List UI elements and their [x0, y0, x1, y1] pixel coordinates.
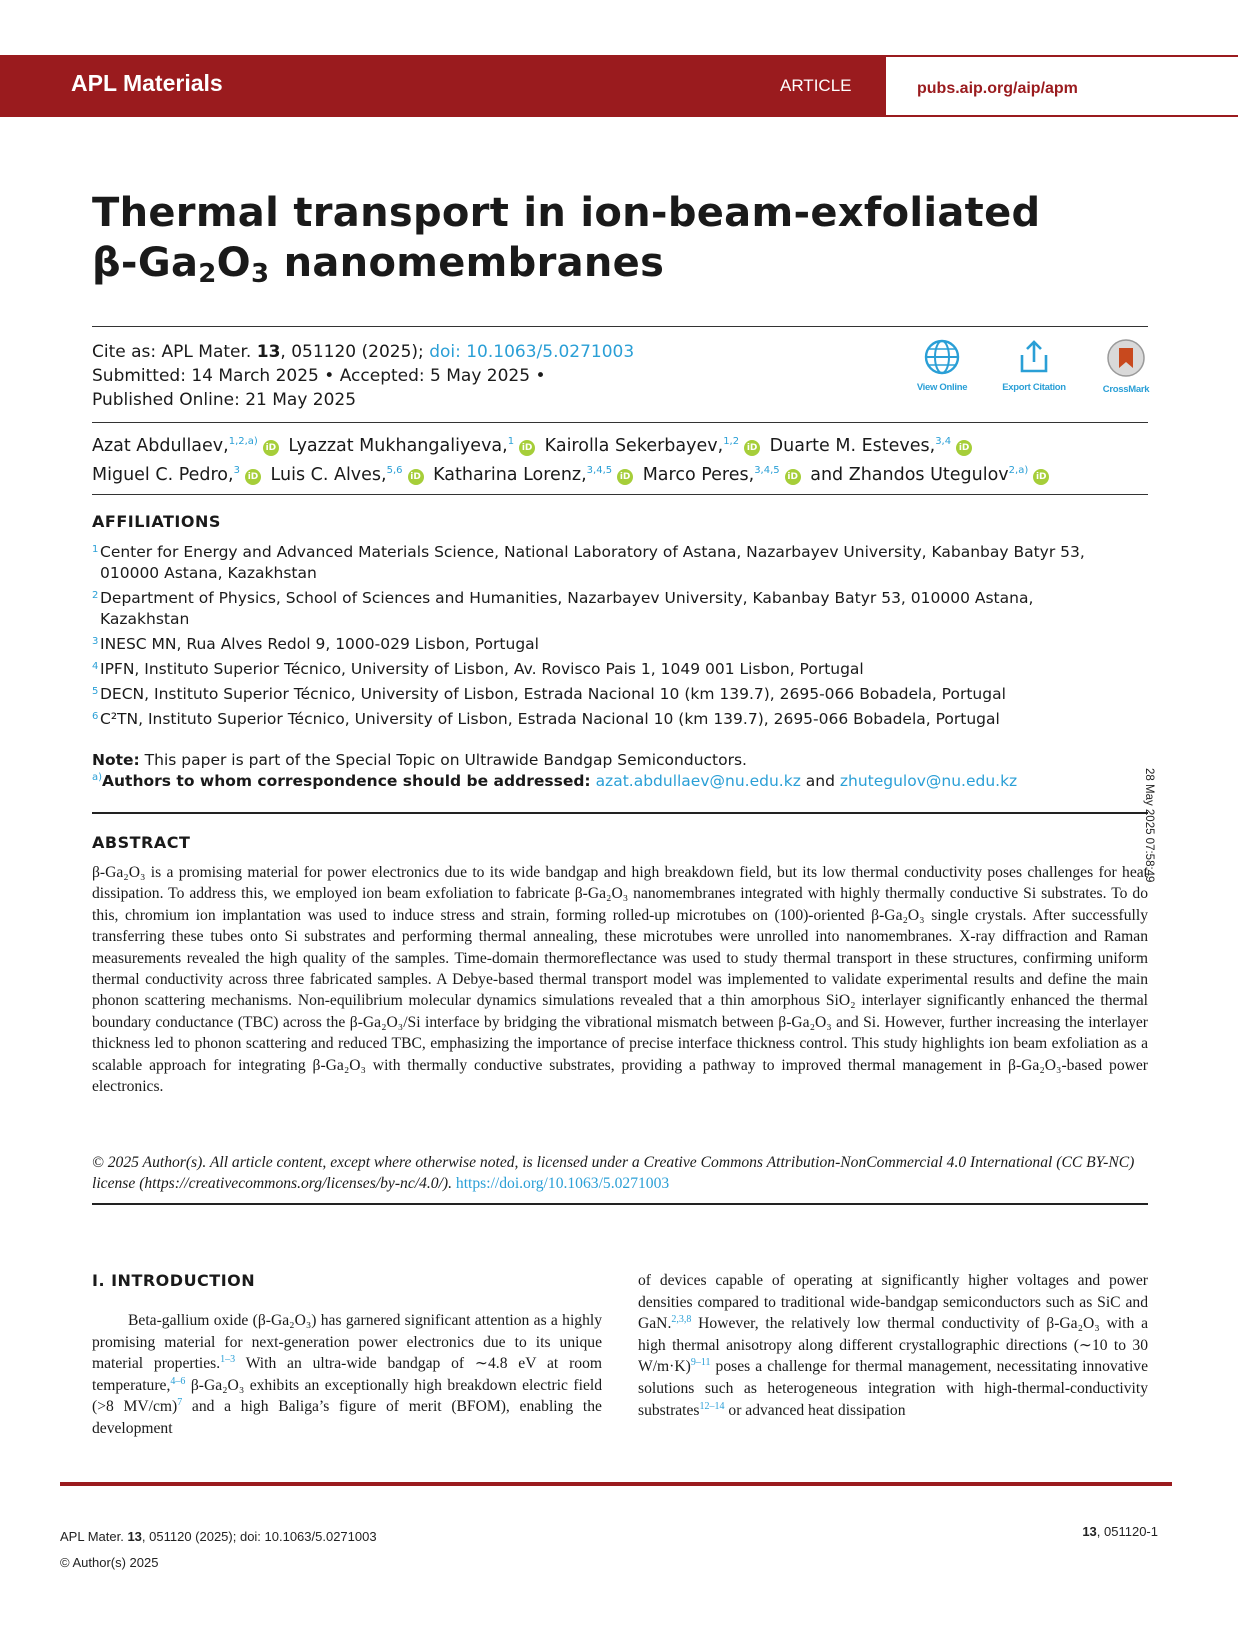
license-notice: © 2025 Author(s). All article content, except where otherwise noted, is licensed under a Creative Commons Attribution-NonCommercial 4.0 International (CC BY-NC) license (https://creativecommons.org/licenses/by-nc/4.0/). https://doi.org/10.1063/5.0271003 [92, 1154, 1135, 1193]
abstract-heading: ABSTRACT [92, 833, 191, 852]
article-type-label: ARTICLE [780, 76, 852, 95]
intro-left-column: Beta-gallium oxide (β-Ga₂O₃) has garnered significant attention as a highly promising material for next-generation power electronics due to its unique material properties.$^{1-3}$ With an ultra-wide bandgap of ∼4.8 eV at room temperature,$^{4-6}$ β-Ga₂O₃ exhibits an exceptionally high breakdown electric field (>8 MV/cm)$^7$ and a high Baliga’s figure of merit (BFOM), enabling the development [92, 1312, 602, 1437]
orcid-icon[interactable]: iD [245, 469, 261, 485]
reference-link[interactable]: 1–3 [220, 1354, 236, 1365]
affiliation-item: 3 INESC MN, Rua Alves Redol 9, 1000-029 Lisbon, Portugal [92, 635, 539, 653]
crossmark-button[interactable] [1086, 338, 1166, 395]
journal-url-link[interactable]: pubs.aip.org/aip/apm [917, 80, 1078, 97]
export-icon [1015, 338, 1053, 376]
orcid-icon[interactable]: iD [744, 440, 760, 456]
author[interactable]: Azat Abdullaev,$^{1,2,a)}$ [92, 436, 258, 456]
reference-link[interactable]: 12–14 [699, 1400, 725, 1412]
orcid-icon[interactable]: iD [263, 440, 279, 456]
export-citation-button[interactable] [994, 338, 1074, 393]
affiliation-item: 4 IPFN, Instituto Superior Técnico, University of Lisbon, Av. Rovisco Pais 1, 1049 001 Lisbon, Portugal [92, 660, 864, 678]
view-online-button[interactable] [902, 338, 982, 393]
author[interactable]: Duarte M. Esteves,$^{3,4}$ [769, 436, 952, 456]
orcid-icon[interactable]: iD [617, 469, 633, 485]
footer-citation: APL Mater. 13, 051120 (2025); doi: 10.1063/5.0271003 © Author(s) 2025 [60, 1524, 377, 1576]
export-citation-label: Export Citation [1002, 382, 1066, 393]
orcid-icon[interactable]: iD [408, 469, 424, 485]
affiliation-list [92, 542, 1102, 734]
doi-link[interactable]: doi: 10.1063/5.0271003 [429, 342, 635, 362]
divider [92, 1203, 1148, 1205]
author[interactable]: Katharina Lorenz,$^{3,4,5}$ [433, 465, 613, 485]
orcid-icon[interactable]: iD [1033, 469, 1049, 485]
note-block: Note: This paper is part of the Special Topic on Ultrawide Bandgap Semiconductors. $^{a)}$Authors to whom correspondence should be addressed: azat.abdullaev@nu.edu.kz and zhutegulov@nu.edu.kz [92, 751, 1018, 790]
orcid-icon[interactable]: iD [956, 440, 972, 456]
globe-icon [923, 338, 961, 376]
affiliation-item: 2 Department of Physics, School of Sciences and Humanities, Nazarbayev University, Kabanbay Batyr 53, 010000 Astana, Kazakhstan [92, 589, 1034, 628]
email-link[interactable]: azat.abdullaev@nu.edu.kz [595, 772, 801, 790]
author-list [92, 432, 1152, 490]
affiliation-item: 1 Center for Energy and Advanced Materials Science, National Laboratory of Astana, Nazarbayev University, Kabanbay Batyr 53, 010000 Astana, Kazakhstan [92, 543, 1085, 582]
published-date: Published Online: 21 May 2025 [92, 390, 357, 410]
download-timestamp: 28 May 2025 07:58:49 [1143, 768, 1155, 883]
crossmark-icon [1106, 338, 1146, 378]
affiliations-heading: AFFILIATIONS [92, 512, 221, 531]
doi-url-link[interactable]: https://doi.org/10.1063/5.0271003 [455, 1175, 670, 1193]
author[interactable]: and Zhandos Utegulov$^{2,a)}$ [810, 465, 1029, 485]
footer-rule [60, 1482, 1172, 1486]
reference-link[interactable]: 2,3,8 [671, 1314, 692, 1325]
submission-dates: Submitted: 14 March 2025 • Accepted: 5 May 2025 • [92, 366, 546, 386]
author[interactable]: Marco Peres,$^{3,4,5}$ [642, 465, 780, 485]
reference-link[interactable]: 4–6 [170, 1375, 186, 1387]
affiliation-item: 6 C²TN, Instituto Superior Técnico, University of Lisbon, Estrada Nacional 10 (km 139.7), 2695-066 Bobadela, Portugal [92, 710, 1000, 728]
author[interactable]: Lyazzat Mukhangaliyeva,$^1$ [288, 436, 515, 456]
divider [92, 812, 1148, 814]
author[interactable]: Miguel C. Pedro,$^3$ [92, 465, 240, 485]
reference-link[interactable]: 9–11 [690, 1357, 711, 1369]
divider [92, 326, 1148, 327]
view-online-label: View Online [916, 382, 968, 393]
abstract-text: β-Ga₂O₃ is a promising material for power electronics due to its wide bandgap and high breakdown field, but its low thermal conductivity poses challenges for heat dissipation. To address this, we employed ion beam exfoliation to fabricate β-Ga₂O₃ nanomembranes integrated with highly thermally conductive Si substrates. To do this, chromium ion implantation was used to induce stress and strain, forming rolled-up microtubes on (100)-oriented β-Ga₂O₃ single crystals. After successfully transferring these tubes onto Si substrates and performing thermal annealing, these microtubes were unrolled into nanomembranes. X-ray diffraction and Raman measurements revealed the high quality of the samples. Time-domain thermoreflectance was used to study thermal transport in these structures, confirming uniform thermal conductivity across three fabricated samples. A Debye-based thermal transport model was implemented to validate experimental results and define the main phonon scattering mechanisms. Non-equilibrium molecular dynamics simulations revealed that a thin amorphous SiO₂ interlayer significantly enhanced the thermal boundary conductance (TBC) across the β-Ga₂O₃/Si interface by bridging the vibrational mismatch between β-Ga₂O₃ and Si. However, further increasing the interlayer thickness led to phonon scattering and reduced TBC, emphasizing the importance of precise interface thickness control. This study highlights ion beam exfoliation as a scalable approach for integrating β-Ga₂O₃ with thermally conductive substrates, providing a pathway to improved thermal management in β-Ga₂O₃-based power electronics. [92, 864, 1148, 1096]
affiliation-item: 5 DECN, Instituto Superior Técnico, University of Lisbon, Estrada Nacional 10 (km 139.7), 2695-066 Bobadela, Portugal [92, 685, 1006, 703]
citation-block: Cite as: APL Mater. 13, 051120 (2025); doi: 10.1063/5.0271003 Submitted: 14 March 2025 • Accepted: 5 May 2025 • Published Online: 21 May 2025 [92, 342, 635, 410]
title-line-2: $\beta-Ga_2O_3$ nanomembranes [92, 240, 665, 289]
reference-link[interactable]: 7 [177, 1397, 183, 1409]
page-number: 13, 051120-1 [1082, 1524, 1158, 1539]
author[interactable]: Kairolla Sekerbayev,$^{1,2}$ [544, 436, 740, 456]
divider [92, 422, 1148, 423]
footer-copyright: © Author(s) 2025 [60, 1555, 159, 1570]
email-link[interactable]: zhutegulov@nu.edu.kz [839, 772, 1018, 790]
intro-right-column: of devices capable of operating at significantly higher voltages and power densities compared to traditional wide-bandgap semiconductors such as SiC and GaN.$^{2,3,8}$ However, the relatively low thermal conductivity of β-Ga₂O₃ with a high thermal anisotropy along different crystallographic directions (∼10 to 30 W/m·K)$^{9-11}$ poses a challenge for thermal management, necessitating innovative solutions such as heterogeneous integration with high-thermal-conductivity substrates$^{12-14}$ or advanced heat dissipation [638, 1272, 1148, 1419]
introduction-heading: I. INTRODUCTION [92, 1271, 256, 1290]
divider [92, 494, 1148, 495]
orcid-icon[interactable]: iD [785, 469, 801, 485]
orcid-icon[interactable]: iD [519, 440, 535, 456]
crossmark-label: CrossMark [1102, 384, 1150, 395]
author[interactable]: Luis C. Alves,$^{5,6}$ [270, 465, 403, 485]
paper-title [92, 188, 1092, 288]
title-line-1: Thermal transport in ion-beam-exfoliated [92, 190, 1041, 236]
journal-name[interactable]: APL Materials [71, 70, 223, 96]
